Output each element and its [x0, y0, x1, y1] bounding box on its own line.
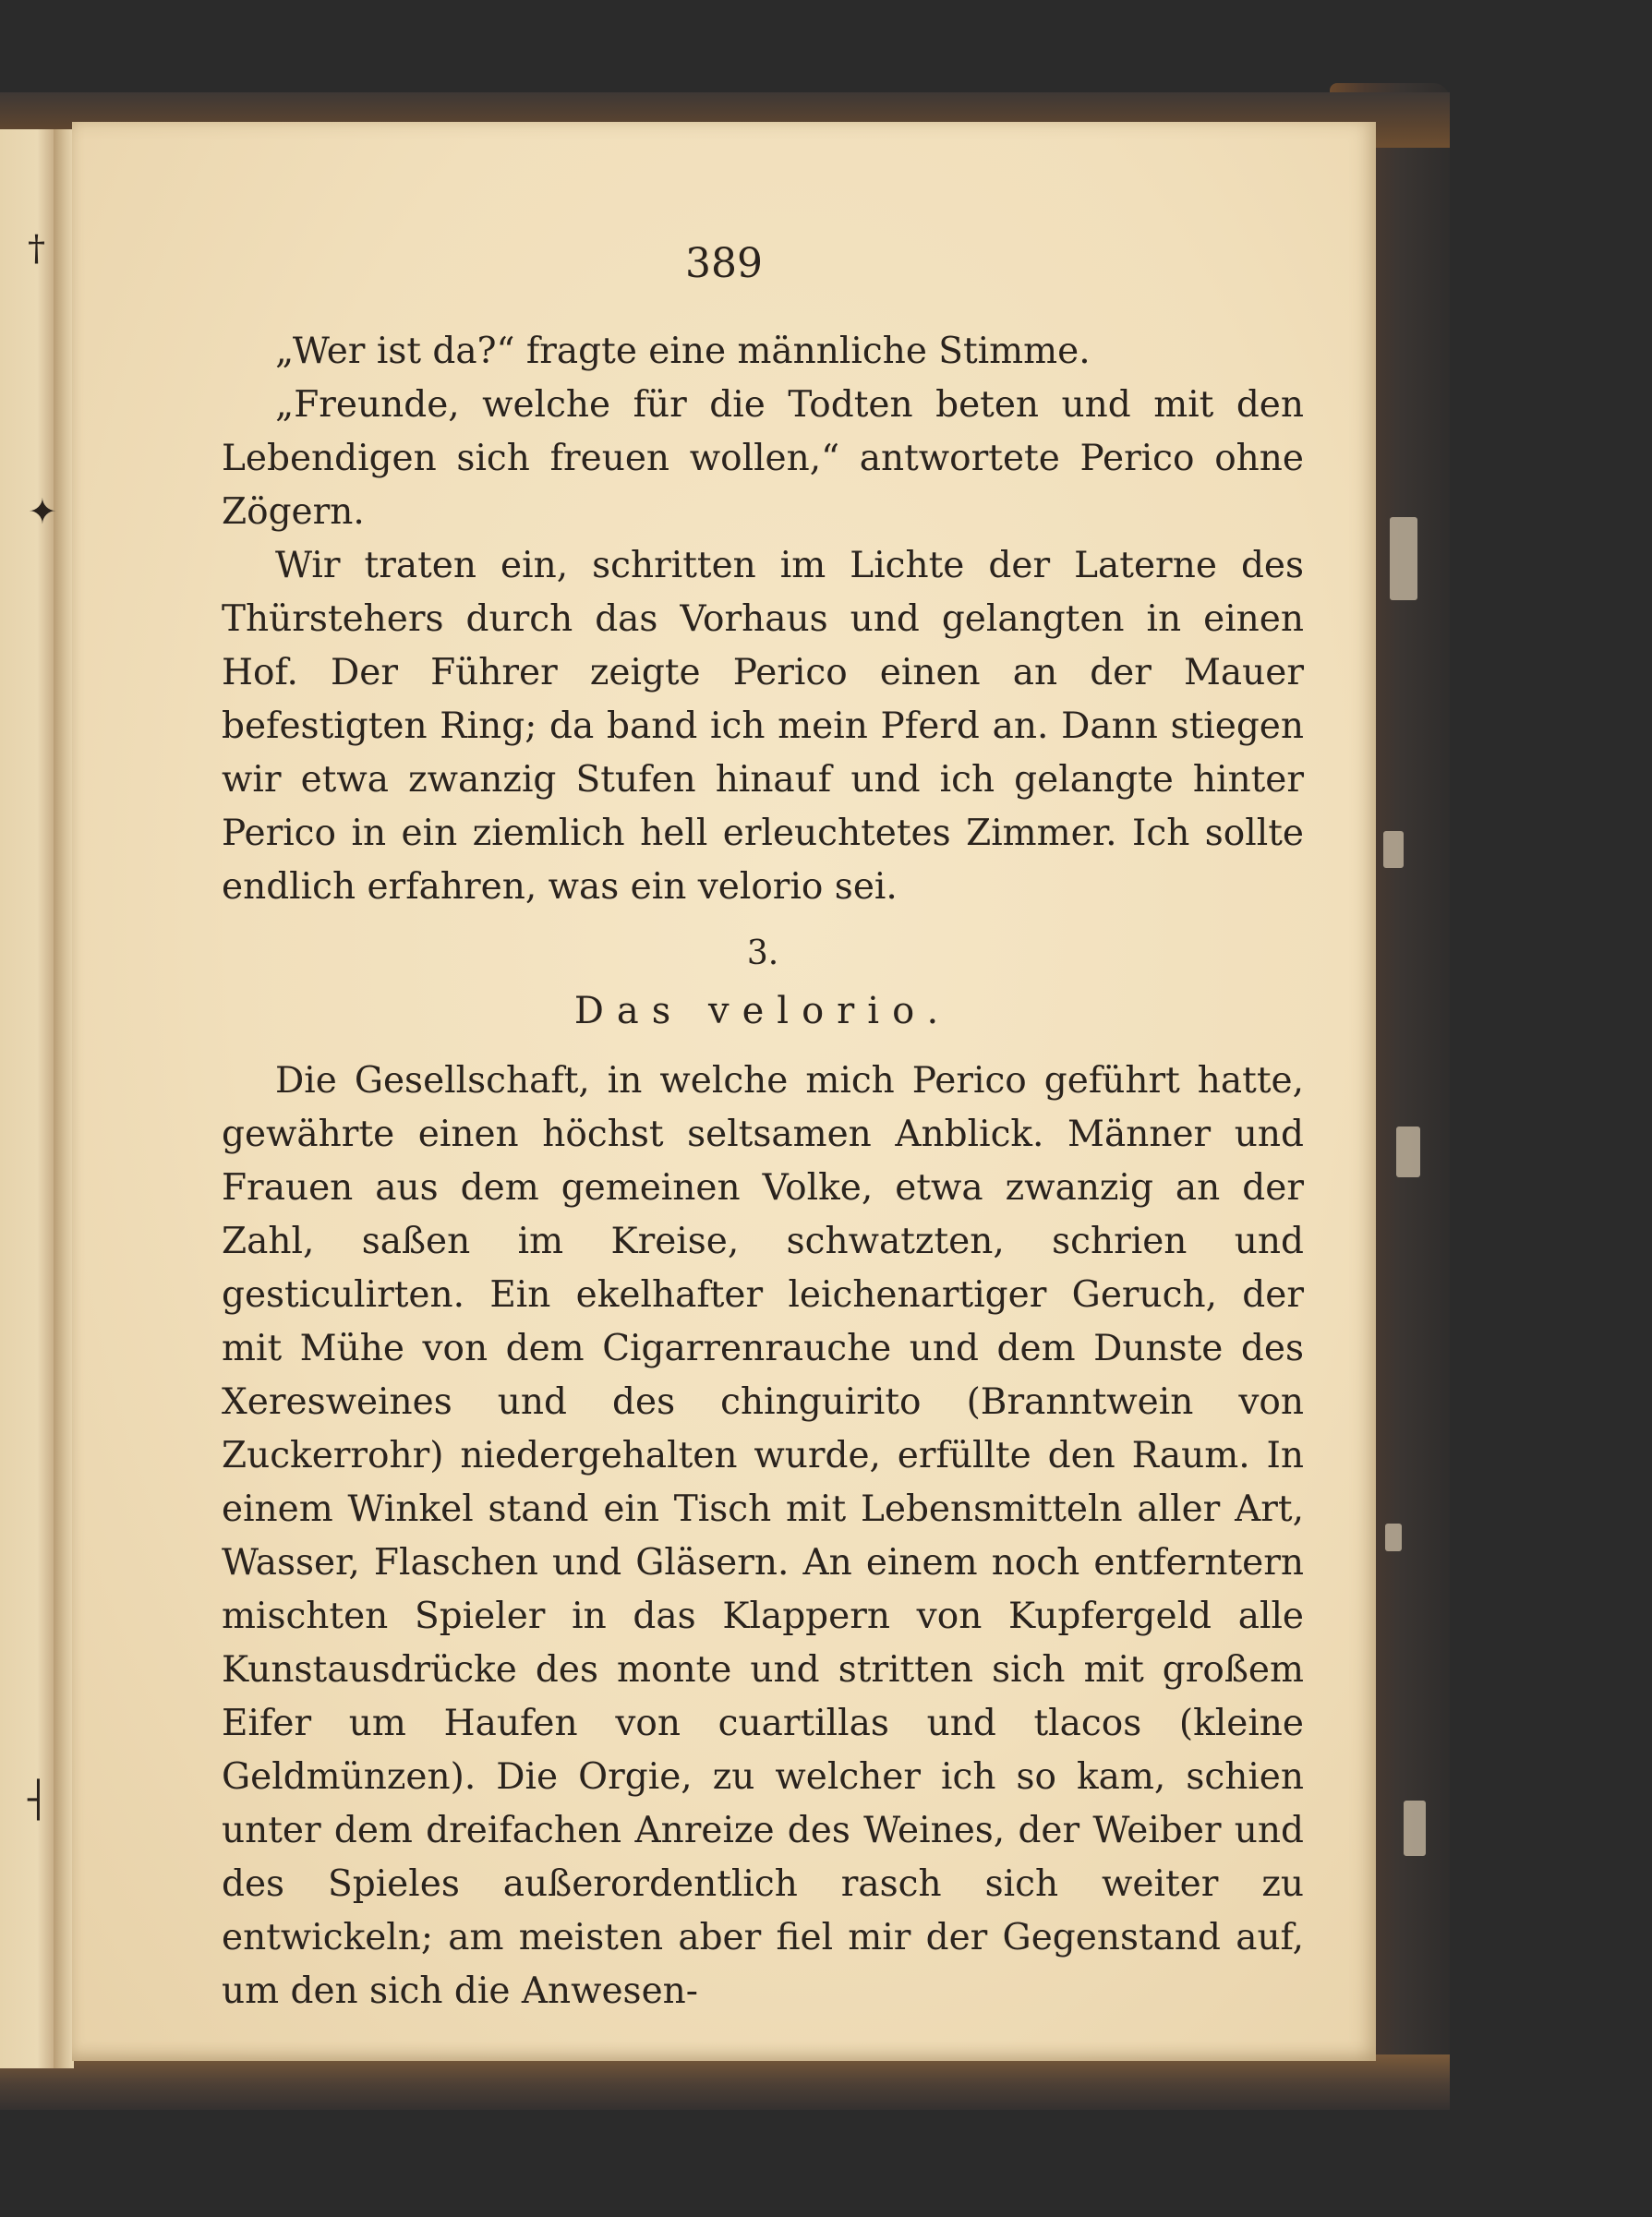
book-gutter — [54, 129, 74, 2068]
page-edge-mark: ┤ — [28, 1779, 49, 1820]
section-title: Das velorio. — [573, 990, 952, 1032]
book-cover-bottom-edge — [0, 2054, 1450, 2110]
page-edge-mark: † — [28, 228, 45, 269]
book-page — [72, 122, 1376, 2061]
cover-wear-spot — [1385, 1524, 1402, 1551]
paragraph: Wir traten ein, schritten im Lichte der Laterne des Thürstehers durch das Vorhaus und gelangten in einen Hof. Der Führer zeigte Perico einen an der Mauer befestigten Ring; da band ich mein Pferd an. Dann stiegen wir etwa zwanzig Stufen hinauf und ich gelangte hinter Perico in ein ziemlich hell erleuchtetes Zimmer. Ich sollte endlich erfahren, was ein velorio sei. — [222, 545, 1304, 908]
paragraph: „Wer ist da?“ fragte eine männliche Stimme. — [275, 331, 1091, 372]
page-text — [222, 325, 1304, 2018]
paragraph: „Freunde, welche für die Todten beten und mit den Lebendigen sich freuen wollen,“ antwortete Perico ohne Zögern. — [222, 384, 1304, 533]
section-number: 3. — [746, 934, 779, 972]
paragraph: Die Gesellschaft, in welche mich Perico geführt hatte, gewährte einen höchst seltsamen Anblick. Männer und Frauen aus dem gemeinen Volke, etwa zwanzig an der Zahl, saßen im Kreise, schwatzten, schrien und gesticulirten. Ein ekelhafter leichenartiger Geruch, der mit Mühe von dem Cigarrenrauche und dem Dunste des Xeresweines und des chinguirito (Branntwein von Zuckerrohr) niedergehalten wurde, erfüllte den Raum. In einem Winkel stand ein Tisch mit Lebensmitteln aller Art, Wasser, Flaschen und Gläsern. An einem noch entferntern mischten Spieler in das Klappern von Kupfergeld alle Kunstausdrücke des monte und stritten sich mit großem Eifer um Haufen von cuartillas und tlacos (kleine Geldmünzen). Die Orgie, zu welcher ich so kam, schien unter dem dreifachen Anreize des Weines, der Weiber und des Spieles außerordentlich rasch sich weiter zu entwickeln; am meisten aber fiel mir der Gegenstand auf, um den sich die Anwesen- — [222, 1060, 1304, 2012]
cover-wear-spot — [1404, 1801, 1426, 1856]
page-edge-mark: ✦ — [28, 491, 57, 532]
page-number: 389 — [685, 240, 763, 287]
left-page-edge — [0, 129, 54, 2068]
cover-wear-spot — [1383, 831, 1404, 868]
cover-wear-spot — [1396, 1127, 1420, 1177]
cover-wear-spot — [1390, 517, 1417, 600]
